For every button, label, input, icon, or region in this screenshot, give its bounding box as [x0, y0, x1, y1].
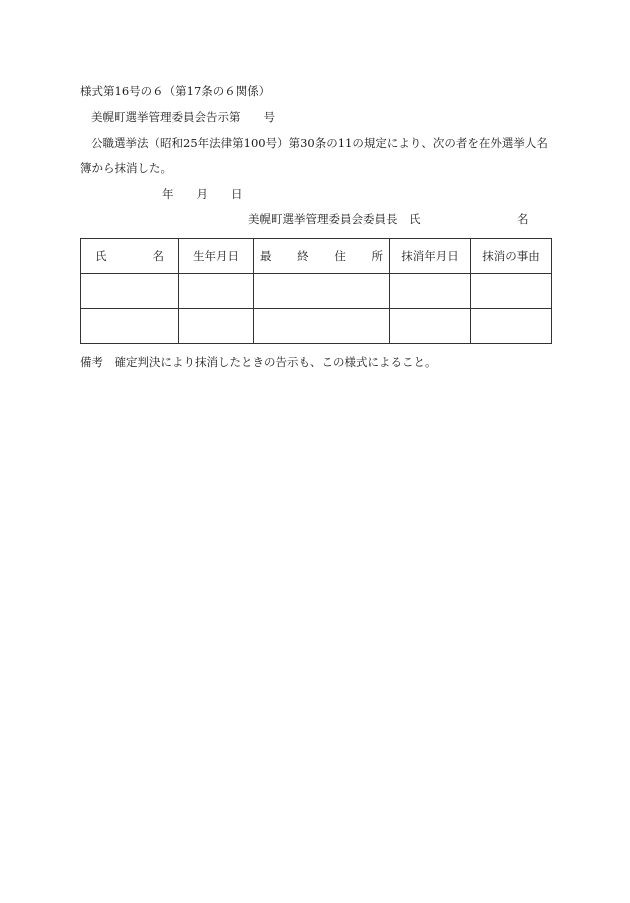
header-removal-date: 抹消年月日 — [390, 239, 471, 274]
table-cell[interactable] — [81, 309, 179, 344]
removal-table — [80, 238, 552, 344]
table-cell[interactable] — [471, 309, 552, 344]
table-cell[interactable] — [390, 274, 471, 309]
body-text-line-1: 公職選挙法（昭和25年法律第100号）第30条の11の規定により、次の者を在外選挙人名 — [91, 136, 548, 150]
footer-note: 備考 確定判決により抹消したときの告示も、この様式によること。 — [80, 355, 437, 369]
header-name-right: 名 — [152, 249, 164, 263]
table-cell[interactable] — [254, 274, 390, 309]
signature-line: 美幌町選挙管理委員会委員長 氏 — [248, 212, 421, 226]
signature-name-suffix: 名 — [517, 212, 529, 226]
body-text-line-2: 簿から抹消した。 — [80, 161, 172, 175]
date-line: 年 月 日 — [162, 187, 243, 201]
table-cell[interactable] — [390, 309, 471, 344]
header-address — [254, 239, 390, 274]
header-address-char: 終 — [297, 249, 309, 263]
header-birthdate: 生年月日 — [179, 239, 254, 274]
header-reason: 抹消の事由 — [471, 239, 552, 274]
table-cell[interactable] — [179, 274, 254, 309]
header-address-char: 住 — [334, 249, 346, 263]
table-cell[interactable] — [254, 309, 390, 344]
header-name — [81, 239, 179, 274]
table-cell[interactable] — [81, 274, 179, 309]
table-row — [81, 309, 552, 344]
table-row — [81, 274, 552, 309]
header-address-char: 所 — [371, 249, 383, 263]
header-address-char: 最 — [260, 249, 272, 263]
table-cell[interactable] — [179, 309, 254, 344]
header-name-left: 氏 — [95, 249, 107, 263]
table-cell[interactable] — [471, 274, 552, 309]
form-number: 様式第16号の６（第17条の６関係） — [80, 84, 271, 98]
table-header-row — [81, 239, 552, 274]
notice-title: 美幌町選挙管理委員会告示第 号 — [91, 110, 275, 124]
